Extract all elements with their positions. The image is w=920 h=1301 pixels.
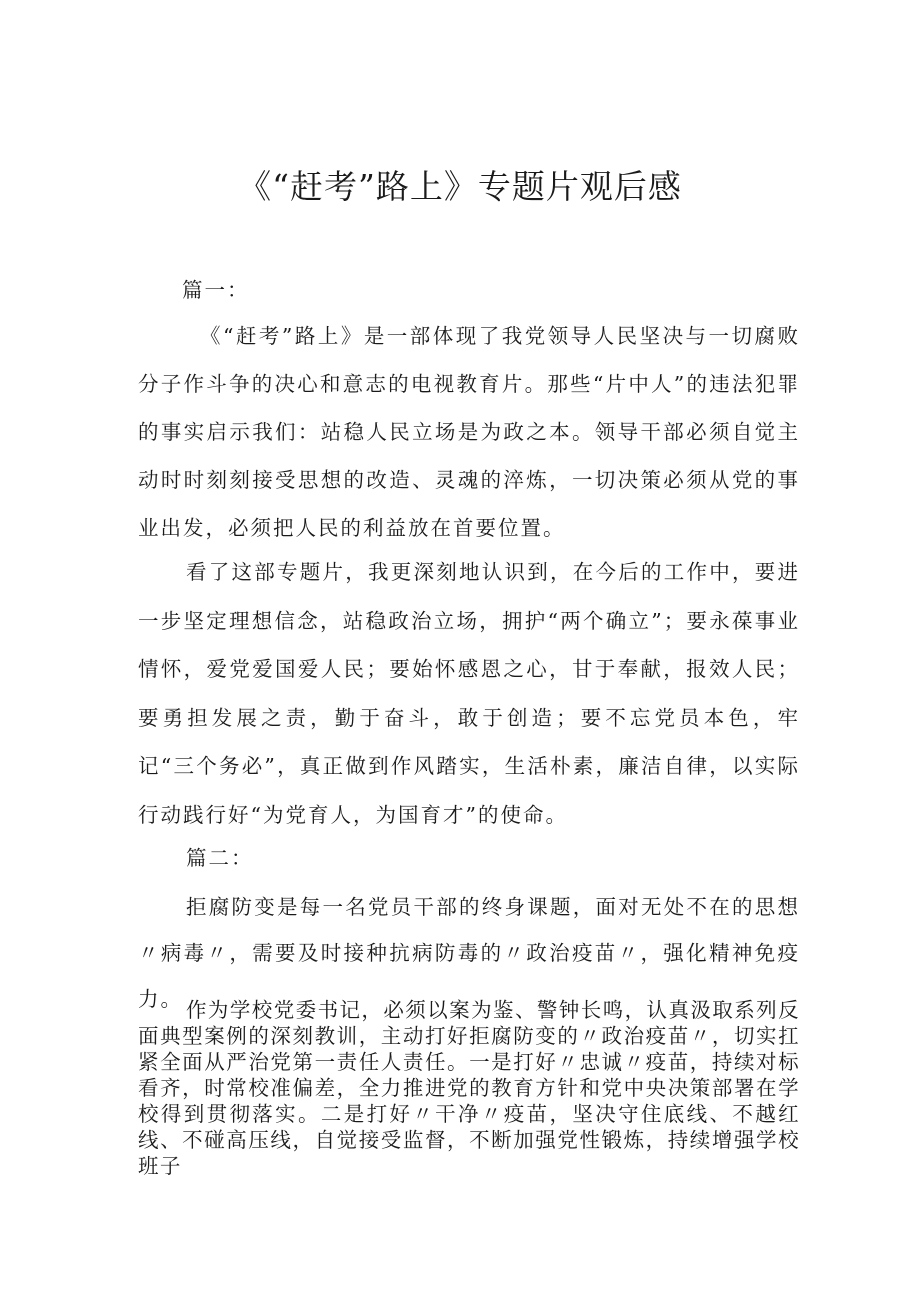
paragraph-2: 看了这部专题片，我更深刻地认识到，在今后的工作中，要进一步坚定理想信念，站稳政治立场，拥护“两个确立”；要永葆事业情怀，爱党爱国爱人民；要始怀感恩之心，甘于奉献，报效人民；要勇担发展之责，勤于奋斗，敢于创造；要不忘党员本色，牢记“三个务必”，真正做到作风踏实，生活朴素，廉洁自律，以实际行动践行好“为党育人，为国育才”的使命。 — [138, 560, 800, 827]
section-heading-1: 篇一： — [182, 278, 250, 302]
paragraph-4: 作为学校党委书记，必须以案为鉴、警钟长鸣，认真汲取系列反面典型案例的深刻教训，主动打好拒腐防变的〃政治疫苗〃，切实扛紧全面从严治党第一责任人责任。一是打好〃忠诚〃疫苗，持续对标看齐，时常校准偏差，全力推进党的教育方针和党中央决策部署在学校得到贯彻落实。二是打好〃干净〃疫苗，坚决守住底线、不越红线、不碰高压线，自觉接受监督，不断加强党性锻炼，持续增强学校班子 — [138, 998, 800, 1178]
paragraph-3: 拒腐防变是每一名党员干部的终身课题，面对无处不在的思想〃病毒〃，需要及时接种抗病防毒的〃政治疫苗〃，强化精神免疫力。 — [138, 895, 800, 1011]
section-heading-2: 篇二： — [186, 846, 254, 870]
document-title: 《“赶考”路上》专题片观后感 — [238, 167, 682, 206]
paragraph-1: 《“赶考”路上》是一部体现了我党领导人民坚决与一切腐败分子作斗争的决心和意志的电视教育片。那些“片中人”的违法犯罪的事实启示我们：站稳人民立场是为政之本。领导干部必须自觉主动时时刻刻接受思想的改造、灵魂的淬炼，一切决策必须从党的事业出发，必须把人民的利益放在首要位置。 — [138, 324, 800, 540]
